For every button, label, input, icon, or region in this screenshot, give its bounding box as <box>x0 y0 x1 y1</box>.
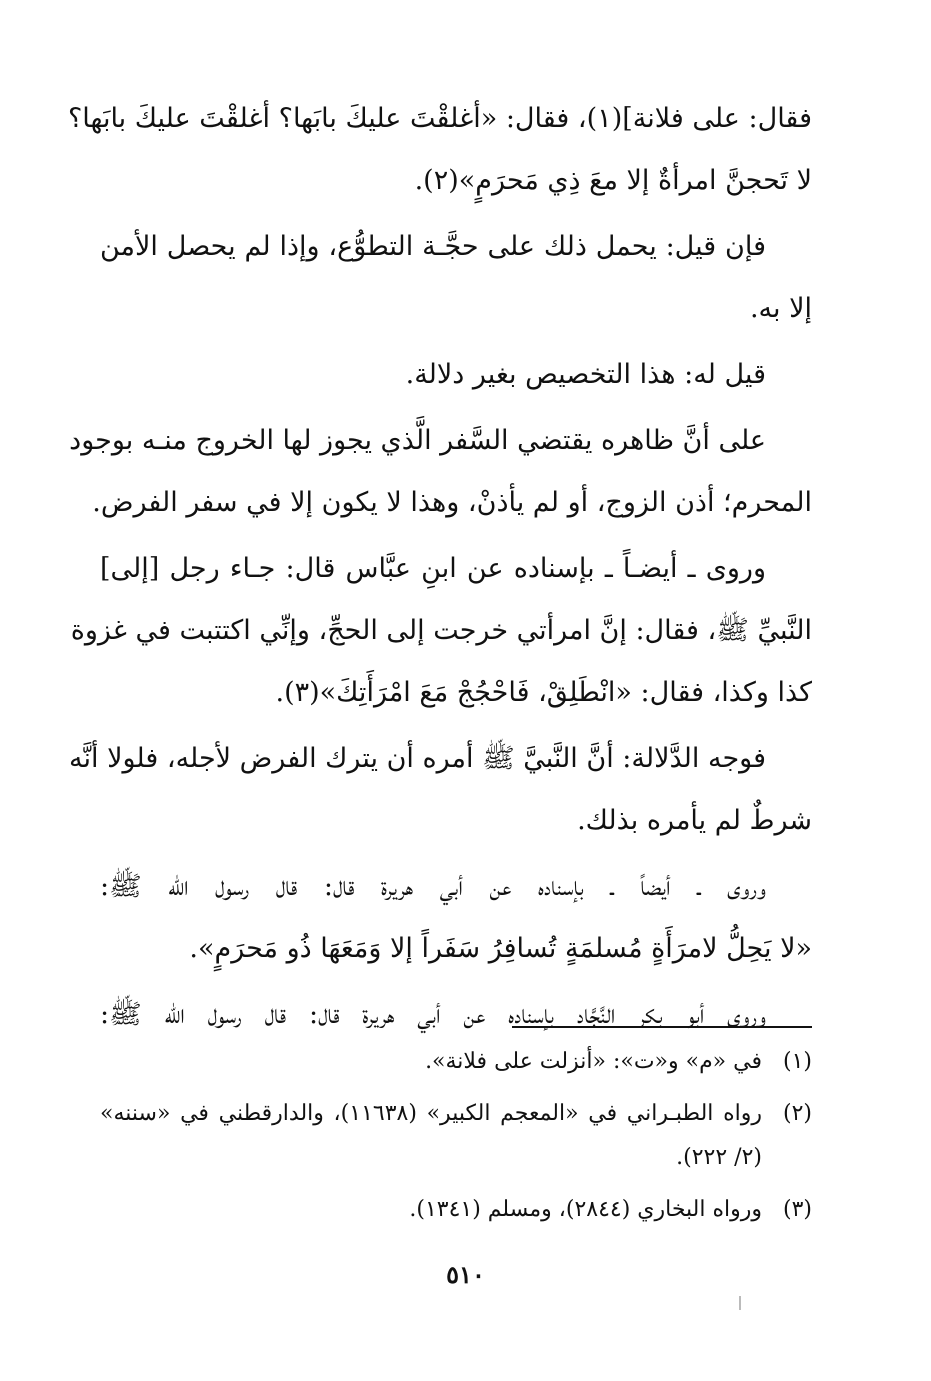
text-line: لا تَحجنَّ امرأةٌ إلا معَ ذِي مَحرَمٍ»(٢). <box>414 165 812 196</box>
paragraph-4 <box>69 410 812 534</box>
text-line: فوجه الدَّلالة: أنَّ النَّبيَّ ﷺ أمره أن يترك الفرض لأجله، فلولا أنَّه <box>69 743 766 774</box>
footnote-line: (٢/ ٢٢٢). <box>676 1145 762 1170</box>
text-line: المحرم؛ أذن الزوج، أو لم يأذنْ، وهذا لا يكون إلا في سفر الفرض. <box>92 487 812 518</box>
text-line: وروى ـ أيضـاً ـ بإسناده عن ابنِ عبَّاس قال: جـاء رجل [إلى] <box>100 553 766 584</box>
paragraph-6 <box>69 728 812 852</box>
paragraph-8 <box>100 984 812 1046</box>
footnote-text <box>100 1092 762 1180</box>
footnote-number: (٣) <box>782 1197 812 1222</box>
footnote-number: (٢) <box>782 1101 812 1126</box>
footnotes <box>100 1040 812 1240</box>
footnote-line: في «م» و«ت»: «أنزلت على فلانة». <box>425 1049 762 1074</box>
paragraph-1 <box>67 88 812 212</box>
footnote-2 <box>100 1092 812 1180</box>
paragraph-5 <box>70 538 812 724</box>
footnote-text <box>100 1188 762 1232</box>
footnote-line: ورواه البخاري (٢٨٤٤)، ومسلم (١٣٤١). <box>409 1197 762 1222</box>
paragraph-7 <box>100 856 812 980</box>
main-text <box>67 88 812 1050</box>
text-line: وروى ـ أيضاً ـ بإسناده عن أبي هريرة قال: قال رسول الله ﷺ: <box>100 871 766 902</box>
text-line: النَّبيِّ ﷺ، فقال: إنَّ امرأتي خرجت إلى الحجِّ، وإنِّي اكتتبت في غزوة <box>70 615 812 646</box>
text-line: وروى أبو بكر النَّجَّاد بإسناده عن أبي هريرة قال: قال رسول الله ﷺ: <box>100 999 766 1030</box>
text-line: «لا يَحِلُّ لامرَأَةٍ مُسلمَةٍ تُسافِرُ سَفَراً إلا وَمَعَهَا ذُو مَحرَمٍ». <box>189 933 812 964</box>
footnote-divider <box>512 1026 812 1028</box>
footnote-text <box>100 1040 762 1084</box>
text-line: قيل له: هذا التخصيص بغير دلالة. <box>405 359 766 390</box>
text-line: فقال: على فلانة](١)، فقال: «أغلقْتَ عليكَ بابَها؟ أغلقْتَ عليكَ بابَها؟ <box>67 103 812 134</box>
text-line: فإن قيل: يحمل ذلك على حجَّـة التطوُّع، وإذا لم يحصل الأمن <box>100 231 766 262</box>
footnote-1 <box>100 1040 812 1084</box>
page-number: ٥١٠ <box>446 1260 485 1289</box>
text-line: شرطٌ لم يأمره بذلك. <box>577 805 812 836</box>
footnote-number: (١) <box>782 1049 812 1074</box>
scan-mark <box>739 1296 741 1310</box>
footnote-3 <box>100 1188 812 1232</box>
text-line: كذا وكذا، فقال: «انْطَلِقْ، فَاحْجُجْ مَعَ امْرَأَتِكَ»(٣). <box>275 677 812 708</box>
text-line: على أنَّ ظاهره يقتضي السَّفر الَّذي يجوز لها الخروج منـه بوجود <box>69 425 766 456</box>
text-line: إلا به. <box>749 293 812 324</box>
paragraph-3 <box>100 344 812 406</box>
paragraph-2 <box>100 216 812 340</box>
footnote-line: رواه الطبـراني في «المعجم الكبير» (١١٦٣٨)، والدارقطني في «سننه» <box>100 1101 762 1126</box>
